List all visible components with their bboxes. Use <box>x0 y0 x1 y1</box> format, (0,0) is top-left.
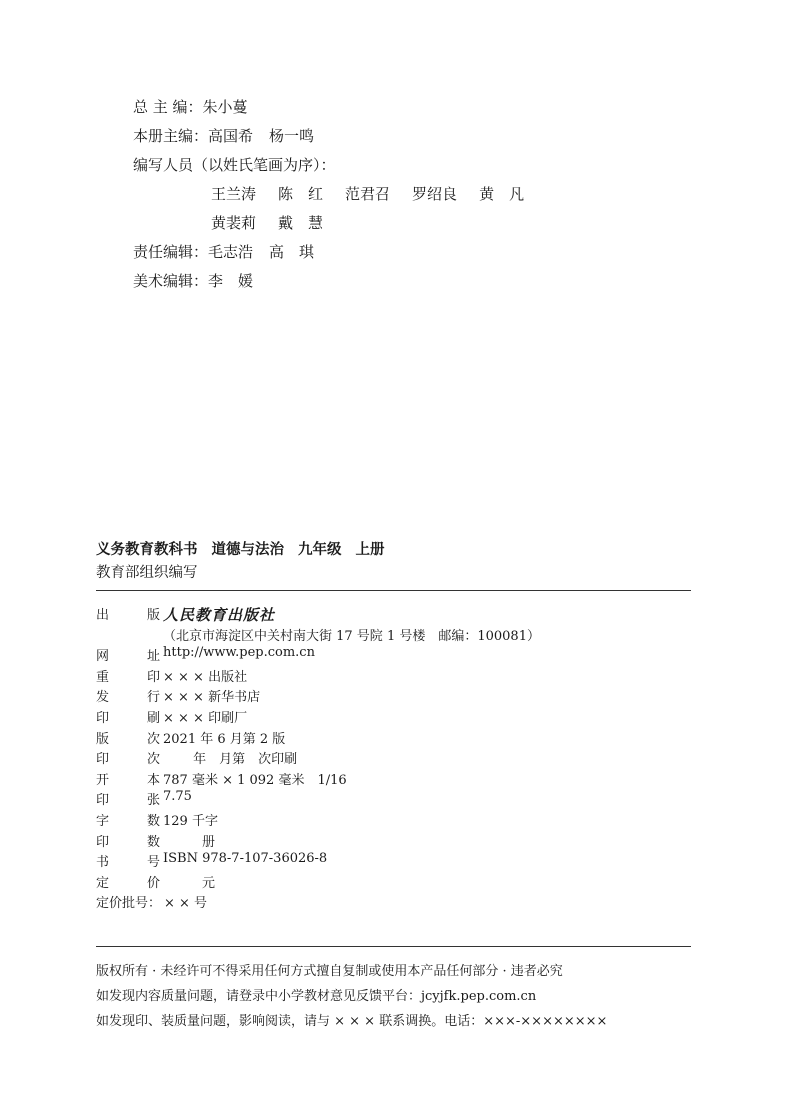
publication-label-char: 版 <box>96 731 110 747</box>
publication-label-char: 字 <box>96 814 110 829</box>
art-editor-name: 李 媛 <box>208 272 254 290</box>
publication-label-char: 重 <box>96 669 110 685</box>
volume-editor-name: 高国希 <box>208 127 254 145</box>
publication-label-char: 定 <box>96 875 110 891</box>
publication-label-char: 书 <box>96 855 110 871</box>
copyright-notice: 版权所有 · 未经许可不得采用任何方式擅自复制或使用本产品任何部分 · 违者必究 <box>96 964 563 979</box>
publication-label <box>96 748 160 767</box>
volume-editor-label: 本册主编： <box>133 127 209 145</box>
publication-label <box>96 686 160 705</box>
chief-editor-name: 朱小蔓 <box>202 98 248 116</box>
publication-value: 787 毫米 × 1 092 毫米 1/16 <box>163 772 347 788</box>
writer-name: 王兰涛 <box>211 185 257 203</box>
responsible-editor-name: 高 琪 <box>269 243 315 261</box>
publication-value: 元 <box>163 875 216 891</box>
volume-editor-row <box>133 125 314 146</box>
publication-label-char: 印 <box>146 669 160 685</box>
publication-label <box>96 666 160 685</box>
publication-label <box>96 645 160 664</box>
publication-label-char: 开 <box>96 772 110 788</box>
publication-label <box>96 892 160 911</box>
publication-label-char: 次 <box>146 752 160 768</box>
writer-name: 罗绍良 <box>412 185 458 203</box>
publication-value: 129 千字 <box>163 814 218 829</box>
publication-label <box>96 707 160 726</box>
publication-label-char: 印 <box>96 752 110 768</box>
writers-row <box>211 212 323 233</box>
publication-label-char: 数 <box>146 814 160 829</box>
publication-label-char: 印 <box>96 834 110 850</box>
book-subject: 道德与法治 <box>211 542 284 558</box>
chief-editor-label: 总 主 编： <box>133 98 203 116</box>
volume-editor-name: 杨一鸣 <box>269 127 315 145</box>
writer-name: 戴 慧 <box>278 214 324 232</box>
publication-label <box>96 831 160 850</box>
publication-label <box>96 789 160 808</box>
publication-value: 7.75 <box>163 789 192 805</box>
publication-label-char: 出 <box>96 608 110 623</box>
publication-value: × × 号 <box>164 896 208 912</box>
book-title <box>96 538 385 559</box>
content-feedback-notice: 如发现内容质量问题，请登录中小学教材意见反馈平台：jcyjfk.pep.com.cn <box>96 989 537 1004</box>
publication-label-char: 址 <box>146 649 160 665</box>
publication-label-char: 价 <box>146 875 160 891</box>
publication-label <box>96 769 160 788</box>
publication-label <box>96 851 160 870</box>
publication-label-char: 印 <box>96 793 110 809</box>
writers-row <box>211 183 524 204</box>
publication-label <box>96 728 160 747</box>
publication-label-char: 本 <box>146 772 160 788</box>
book-series: 义务教育教科书 <box>96 542 198 558</box>
publication-label-char: 刷 <box>146 711 160 726</box>
responsible-editor-label: 责任编辑： <box>133 243 209 261</box>
publication-label-char: 印 <box>96 711 110 726</box>
art-editor-row <box>133 270 253 291</box>
publication-value: （北京市海淀区中关村南大街 17 号院 1 号楼 邮编：100081） <box>163 628 540 644</box>
publication-label-char: 定价批号： <box>96 896 162 912</box>
publication-value: 年 月第 次印刷 <box>163 752 298 768</box>
responsible-editor-name: 毛志浩 <box>208 243 254 261</box>
divider-bottom <box>96 946 691 947</box>
publication-value: http://www.pep.com.cn <box>163 645 315 661</box>
publication-label-char: 行 <box>146 690 160 706</box>
publication-label-char: 发 <box>96 690 110 706</box>
book-compiler: 教育部组织编写 <box>96 565 198 581</box>
publication-value: ISBN 978-7-107-36026-8 <box>163 851 328 867</box>
chief-editor-row <box>133 96 248 117</box>
publication-label <box>96 810 160 829</box>
writer-name: 黄裴莉 <box>211 214 257 232</box>
writer-name: 范君召 <box>345 185 391 203</box>
publication-label-char: 数 <box>146 834 160 850</box>
book-volume: 上册 <box>355 542 385 558</box>
writer-name: 陈 红 <box>278 185 324 203</box>
art-editor-label: 美术编辑： <box>133 272 209 290</box>
publication-value: × × × 新华书店 <box>163 690 261 706</box>
publication-value: × × × 印刷厂 <box>163 711 248 726</box>
publication-value: 册 <box>163 834 216 850</box>
divider-top <box>96 590 691 591</box>
publication-value: 2021 年 6 月第 2 版 <box>163 731 286 747</box>
publication-label-char: 号 <box>146 855 160 871</box>
print-quality-notice: 如发现印、装质量问题，影响阅读，请与 × × × 联系调换。电话：×××-×××××××× <box>96 1014 608 1029</box>
publication-label-char: 版 <box>146 608 160 623</box>
publisher-logo: 人民教育出版社 <box>163 606 276 624</box>
book-grade: 九年级 <box>298 542 342 558</box>
responsible-editor-row <box>133 241 314 262</box>
publication-label-char: 网 <box>96 649 110 665</box>
publication-label-char: 张 <box>146 793 160 809</box>
publication-value: × × × 出版社 <box>163 669 248 685</box>
publication-label-char: 次 <box>146 731 160 747</box>
writer-name: 黄 凡 <box>479 185 525 203</box>
publication-label <box>96 604 160 623</box>
publication-label <box>96 872 160 891</box>
writers-label: 编写人员（以姓氏笔画为序）： <box>133 156 336 174</box>
